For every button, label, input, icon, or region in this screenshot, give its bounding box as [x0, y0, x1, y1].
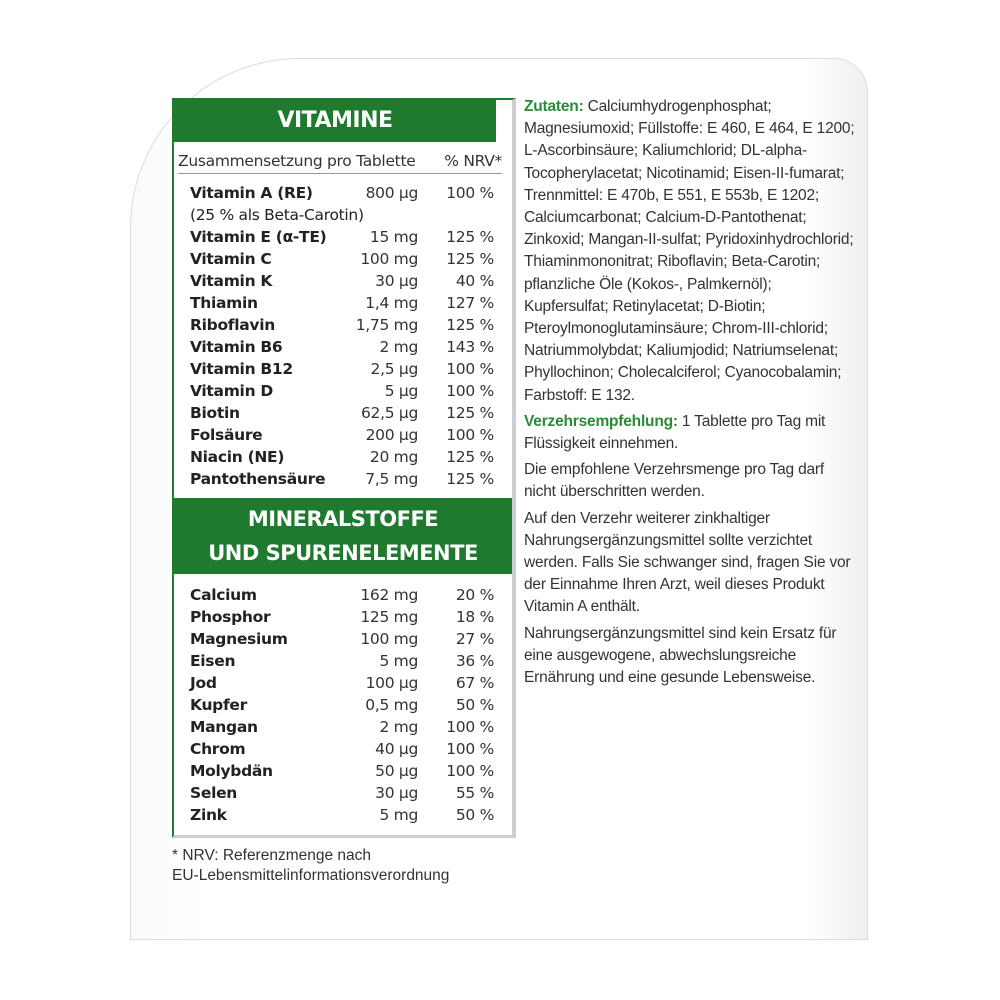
- nutrient-nrv: 125 %: [446, 250, 494, 268]
- nutrient-nrv: 100 %: [446, 360, 494, 378]
- nutrient-name: Phosphor: [190, 608, 271, 626]
- nutrient-amount: 125 mg: [360, 608, 418, 626]
- nutrient-nrv: 127 %: [446, 294, 494, 312]
- nutrient-amount: 100 µg: [365, 674, 418, 692]
- nutrient-amount: 1,75 mg: [355, 316, 418, 334]
- nutrient-nrv: 100 %: [446, 762, 494, 780]
- table-row: [190, 468, 496, 490]
- nutrient-name: Thiamin: [190, 294, 258, 312]
- table-row: [190, 336, 496, 358]
- nutrient-name: Magnesium: [190, 630, 288, 648]
- nutrient-nrv: 36 %: [455, 652, 494, 670]
- mineralstoffe-heading-line2: UND SPURENELEMENTE: [208, 541, 478, 565]
- table-row: [190, 760, 496, 782]
- table-row: [190, 204, 496, 226]
- table-row: [190, 182, 496, 204]
- nutrient-name: Vitamin B12: [190, 360, 293, 378]
- nutrient-nrv: 125 %: [446, 470, 494, 488]
- nutrient-name: Vitamin B6: [190, 338, 283, 356]
- table-row: [190, 672, 496, 694]
- nutrient-nrv: 125 %: [446, 316, 494, 334]
- zutaten-label: Zutaten:: [524, 98, 584, 115]
- nutrient-nrv: 50 %: [455, 696, 494, 714]
- nutrient-name: Calcium: [190, 586, 257, 604]
- nutrient-nrv: 20 %: [455, 586, 494, 604]
- nutrient-name: Biotin: [190, 404, 240, 422]
- composition-label: Zusammensetzung pro Tablette: [178, 152, 416, 170]
- nutrient-name: Eisen: [190, 652, 236, 670]
- nutrient-name: Chrom: [190, 740, 246, 758]
- nutrient-nrv: 18 %: [455, 608, 494, 626]
- table-row: [190, 650, 496, 672]
- nutrient-name: Kupfer: [190, 696, 247, 714]
- nutrient-nrv: 100 %: [446, 740, 494, 758]
- nutrient-name: Selen: [190, 784, 238, 802]
- nutrient-amount: 15 mg: [369, 228, 418, 246]
- nutrient-nrv: 27 %: [455, 630, 494, 648]
- table-row: [190, 292, 496, 314]
- nutrient-nrv: 125 %: [446, 448, 494, 466]
- nutrient-amount: 100 mg: [360, 630, 418, 648]
- nutrient-amount: 40 µg: [375, 740, 418, 758]
- nrv-column-label: % NRV*: [444, 152, 502, 170]
- nutrient-amount: 2 mg: [379, 338, 418, 356]
- nutrition-panel: [172, 98, 516, 838]
- nutrient-amount: 5 µg: [384, 382, 418, 400]
- nrv-footnote: [172, 846, 449, 886]
- zutaten-paragraph: [524, 96, 856, 407]
- nutrient-name: Niacin (NE): [190, 448, 285, 466]
- table-row: [190, 782, 496, 804]
- mineralstoffe-heading: [174, 498, 512, 574]
- nutrient-amount: 30 µg: [375, 272, 418, 290]
- nutrient-name: (25 % als Beta-Carotin): [190, 206, 364, 224]
- nutrient-name: Zink: [190, 806, 227, 824]
- nutrient-nrv: 40 %: [455, 272, 494, 290]
- mineralstoffe-heading-line1: MINERALSTOFFE: [247, 507, 439, 531]
- nutrient-name: Molybdän: [190, 762, 273, 780]
- nutrient-name: Riboflavin: [190, 316, 275, 334]
- nutrient-amount: 100 mg: [360, 250, 418, 268]
- zutaten-text: Calciumhydrogenphosphat; Magnesiumoxid; Füllstoffe: E 460, E 464, E 1200; L-Ascorbinsäure; Kaliumchlorid; DL-alpha-Tocopherylacetat; Nicotinamid; Eisen-II-fumarat; Trennmittel: E 470b, E 551, E 553b, E 1202; Calciumcarbonat; Calcium-D-Pantothenat; Zinkoxid; Mangan-II-sulfat; Pyridoxinhydrochlorid; Thiaminmononitrat; Riboflavin; Beta-Carotin; pflanzliche Öle (Kokos-, Palmkernöl); Kupfersulfat; Retinylacetat; D-Biotin; Pteroylmonoglutaminsäure; Chrom-III-chlorid; Natriummolybdat; Kaliumjodid; Natriumselenat; Phyllochinon; Cholecalciferol; Cyanocobalamin; Farbstoff: E 132.: [524, 98, 855, 404]
- table-row: [190, 446, 496, 468]
- table-row: [190, 424, 496, 446]
- table-row: [190, 694, 496, 716]
- dosage-warning: Die empfohlene Verzehrsmenge pro Tag darf nicht überschritten werden.: [524, 461, 824, 501]
- nutrient-amount: 800 µg: [365, 184, 418, 202]
- footnote-line1: * NRV: Referenzmenge nach: [172, 847, 372, 864]
- nutrient-nrv: 100 %: [446, 426, 494, 444]
- nutrient-name: Pantothensäure: [190, 470, 326, 488]
- table-row: [190, 738, 496, 760]
- nutrient-nrv: 125 %: [446, 228, 494, 246]
- table-row: [190, 606, 496, 628]
- table-column-header: [178, 152, 502, 174]
- nutrient-nrv: 125 %: [446, 404, 494, 422]
- nutrient-nrv: 55 %: [455, 784, 494, 802]
- nutrient-amount: 7,5 mg: [365, 470, 418, 488]
- table-row: [190, 358, 496, 380]
- vitamine-rows: [190, 182, 496, 490]
- diet-note: Nahrungsergänzungsmittel sind kein Ersatz für eine ausgewogene, abwechslungsreiche Ernährung und eine gesunde Lebensweise.: [524, 624, 837, 687]
- nutrient-name: Jod: [190, 674, 217, 692]
- vitamine-heading: VITAMINE: [174, 100, 496, 142]
- nutrient-nrv: 100 %: [446, 382, 494, 400]
- table-row: [190, 716, 496, 738]
- nutrient-name: Vitamin K: [190, 272, 273, 290]
- nutrient-nrv: 67 %: [455, 674, 494, 692]
- nutrient-amount: 20 mg: [369, 448, 418, 466]
- nutrient-name: Vitamin A (RE): [190, 184, 313, 202]
- nutrient-name: Folsäure: [190, 426, 263, 444]
- verzehr-text: 1 Tablette pro Tag mit Flüssigkeit einnehmen.: [524, 412, 826, 453]
- nutrient-amount: 162 mg: [360, 586, 418, 604]
- ingredients-text: [524, 96, 856, 693]
- nutrient-name: Vitamin E (α-TE): [190, 228, 327, 246]
- table-row: [190, 226, 496, 248]
- zinc-warning: Auf den Verzehr weiterer zinkhaltiger Nahrungsergänzungsmittel sollte verzichtet werden. Falls Sie schwanger sind, fragen Sie vor der Einnahme Ihren Arzt, weil dieses Produkt Vitamin A enthält.: [524, 509, 851, 616]
- table-row: [190, 628, 496, 650]
- nutrient-amount: 5 mg: [379, 806, 418, 824]
- nutrient-amount: 1,4 mg: [365, 294, 418, 312]
- table-row: [190, 402, 496, 424]
- table-row: [190, 584, 496, 606]
- nutrient-amount: 200 µg: [365, 426, 418, 444]
- nutrient-nrv: 100 %: [446, 184, 494, 202]
- nutrient-amount: 0,5 mg: [365, 696, 418, 714]
- nutrient-nrv: 100 %: [446, 718, 494, 736]
- table-row: [190, 270, 496, 292]
- table-row: [190, 248, 496, 270]
- nutrient-amount: 2,5 µg: [370, 360, 418, 378]
- nutrient-name: Mangan: [190, 718, 258, 736]
- nutrient-amount: 30 µg: [375, 784, 418, 802]
- footnote-line2: EU-Lebensmittelinformationsverordnung: [172, 867, 450, 884]
- table-row: [190, 804, 496, 826]
- nutrient-amount: 50 µg: [375, 762, 418, 780]
- nutrient-amount: 62,5 µg: [360, 404, 418, 422]
- nutrient-name: Vitamin D: [190, 382, 273, 400]
- verzehr-label: Verzehrsempfehlung:: [524, 412, 678, 430]
- mineralstoffe-rows: [190, 584, 496, 826]
- verzehr-paragraph: [524, 411, 856, 455]
- nutrient-amount: 5 mg: [379, 652, 418, 670]
- nutrient-nrv: 143 %: [446, 338, 494, 356]
- nutrient-name: Vitamin C: [190, 250, 272, 268]
- table-row: [190, 314, 496, 336]
- table-row: [190, 380, 496, 402]
- nutrient-amount: 2 mg: [379, 718, 418, 736]
- nutrient-nrv: 50 %: [455, 806, 494, 824]
